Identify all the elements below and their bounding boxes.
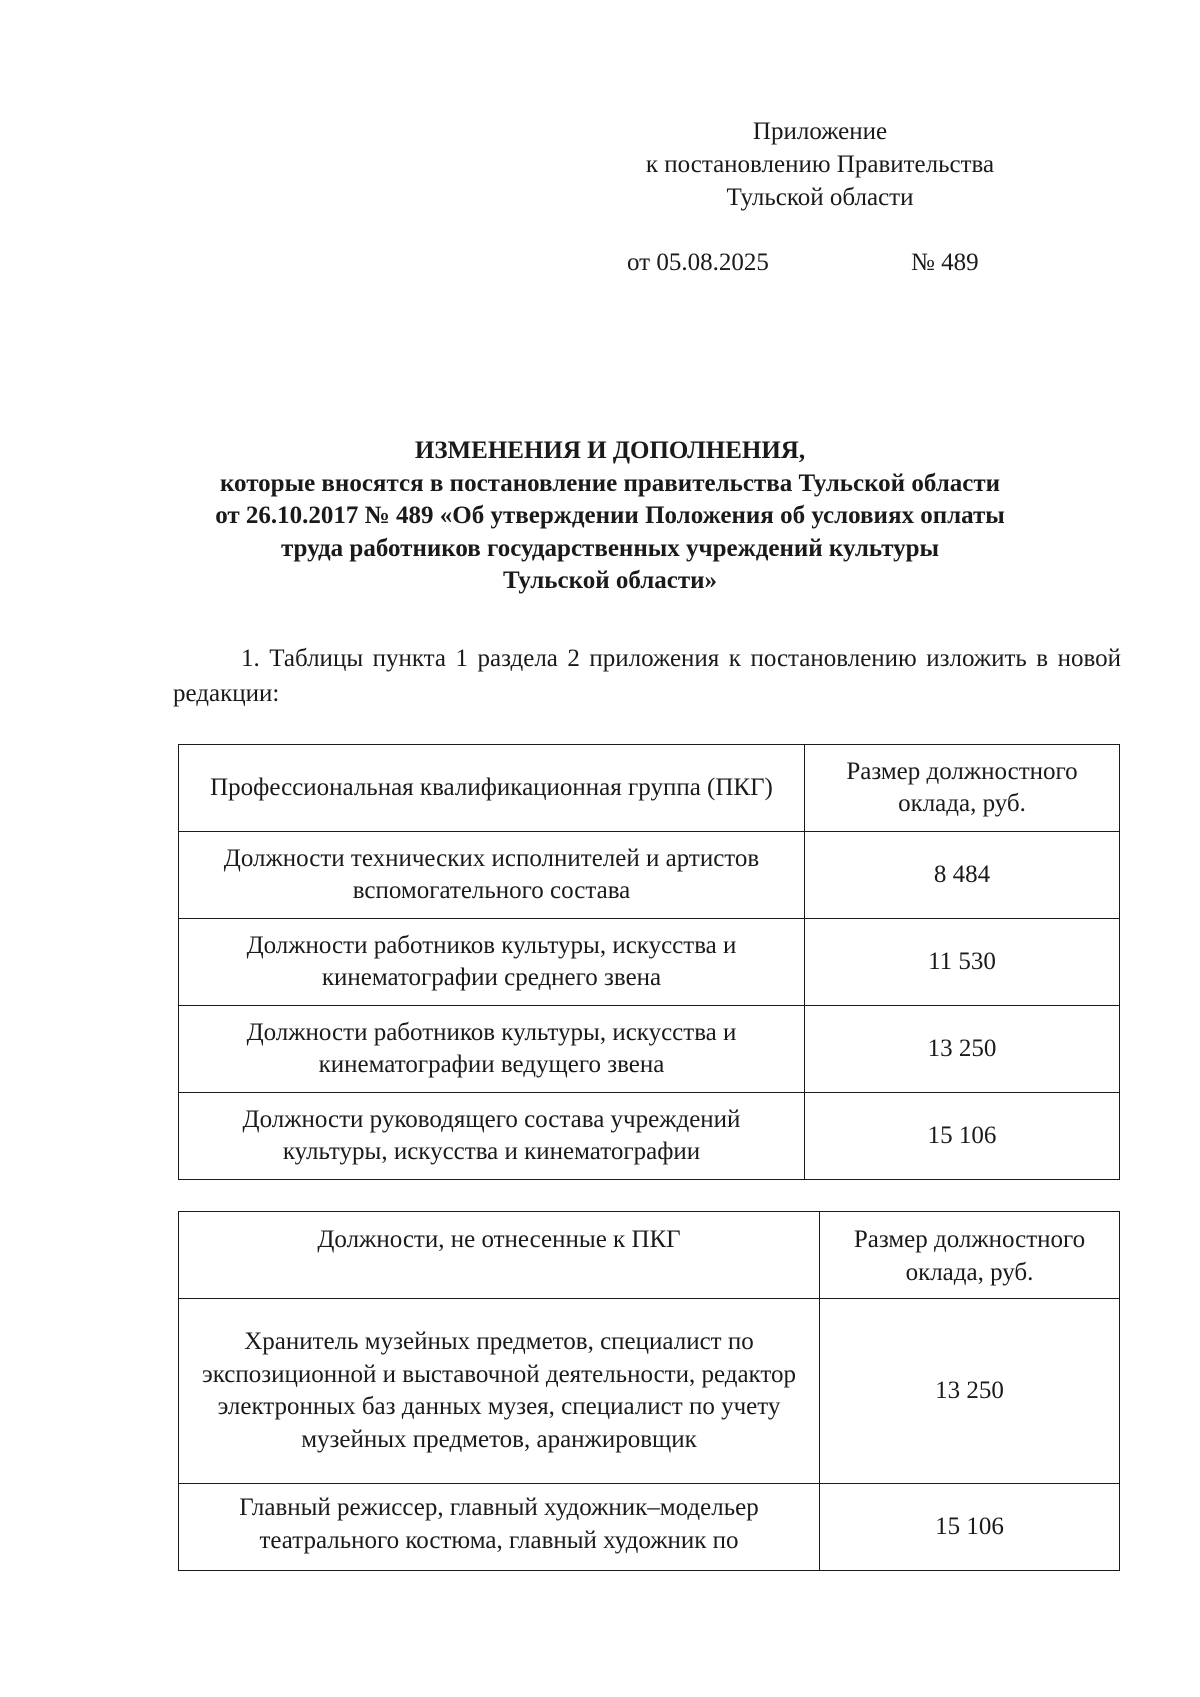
cell-salary: 11 530 <box>805 919 1120 1006</box>
pkg-salary-table <box>178 744 1120 1180</box>
appendix-line-3: Тульской области <box>726 184 914 211</box>
header-salary: Размер должностного оклада, руб. <box>820 1212 1120 1299</box>
table-header-row <box>179 1212 1120 1299</box>
table-row <box>179 919 1120 1006</box>
title-line-5: Тульской области» <box>502 567 718 594</box>
decree-number: № 489 <box>911 249 979 276</box>
cell-salary: 13 250 <box>805 1006 1120 1093</box>
header-pkg: Профессиональная квалификационная группа (ПКГ) <box>179 745 805 832</box>
cell-position: Главный режиссер, главный художник–модельер театрального костюма, главный художник по <box>179 1484 820 1571</box>
table-row <box>179 1299 1120 1484</box>
cell-salary: 8 484 <box>805 832 1120 919</box>
table-row <box>179 1484 1120 1571</box>
table-row <box>179 832 1120 919</box>
appendix-line-1: Приложение <box>752 118 888 145</box>
title-line-4: труда работников государственных учреждений культуры <box>280 534 940 562</box>
appendix-line-2: к постановлению Правительства <box>645 151 995 178</box>
title-line-1: ИЗМЕНЕНИЯ И ДОПОЛНЕНИЯ, <box>414 437 806 464</box>
document-title <box>140 435 1080 598</box>
header-position: Должности, не отнесенные к ПКГ <box>179 1212 820 1299</box>
title-line-2: которые вносятся в постановление правительства Тульской области <box>219 469 1001 497</box>
table-row <box>179 1006 1120 1093</box>
title-line-3: от 26.10.2017 № 489 «Об утверждении Положения об условиях оплаты <box>215 502 1005 529</box>
cell-position: Хранитель музейных предметов, специалист по экспозиционной и выставочной деятельности, редактор электронных баз данных музея, специалист по учету музейных предметов, аранжировщик <box>179 1299 820 1484</box>
decree-date: от 05.08.2025 <box>627 249 769 276</box>
non-pkg-salary-table <box>178 1211 1120 1571</box>
cell-salary: 15 106 <box>805 1093 1120 1180</box>
cell-salary: 13 250 <box>820 1299 1120 1484</box>
appendix-header <box>610 115 1030 214</box>
table-header-row <box>179 745 1120 832</box>
paragraph-1-text: 1. Таблицы пункта 1 раздела 2 приложения к постановлению изложить в новой редакции: <box>173 645 1121 707</box>
paragraph-1 <box>173 641 1121 711</box>
table-row <box>179 1093 1120 1180</box>
cell-salary: 15 106 <box>820 1484 1120 1571</box>
cell-group: Должности технических исполнителей и артистов вспомогательного состава <box>179 832 805 919</box>
cell-group: Должности руководящего состава учреждений культуры, искусства и кинематографии <box>179 1093 805 1180</box>
header-salary: Размер должностного оклада, руб. <box>805 745 1120 832</box>
cell-group: Должности работников культуры, искусства и кинематографии ведущего звена <box>179 1006 805 1093</box>
cell-group: Должности работников культуры, искусства и кинематографии среднего звена <box>179 919 805 1006</box>
